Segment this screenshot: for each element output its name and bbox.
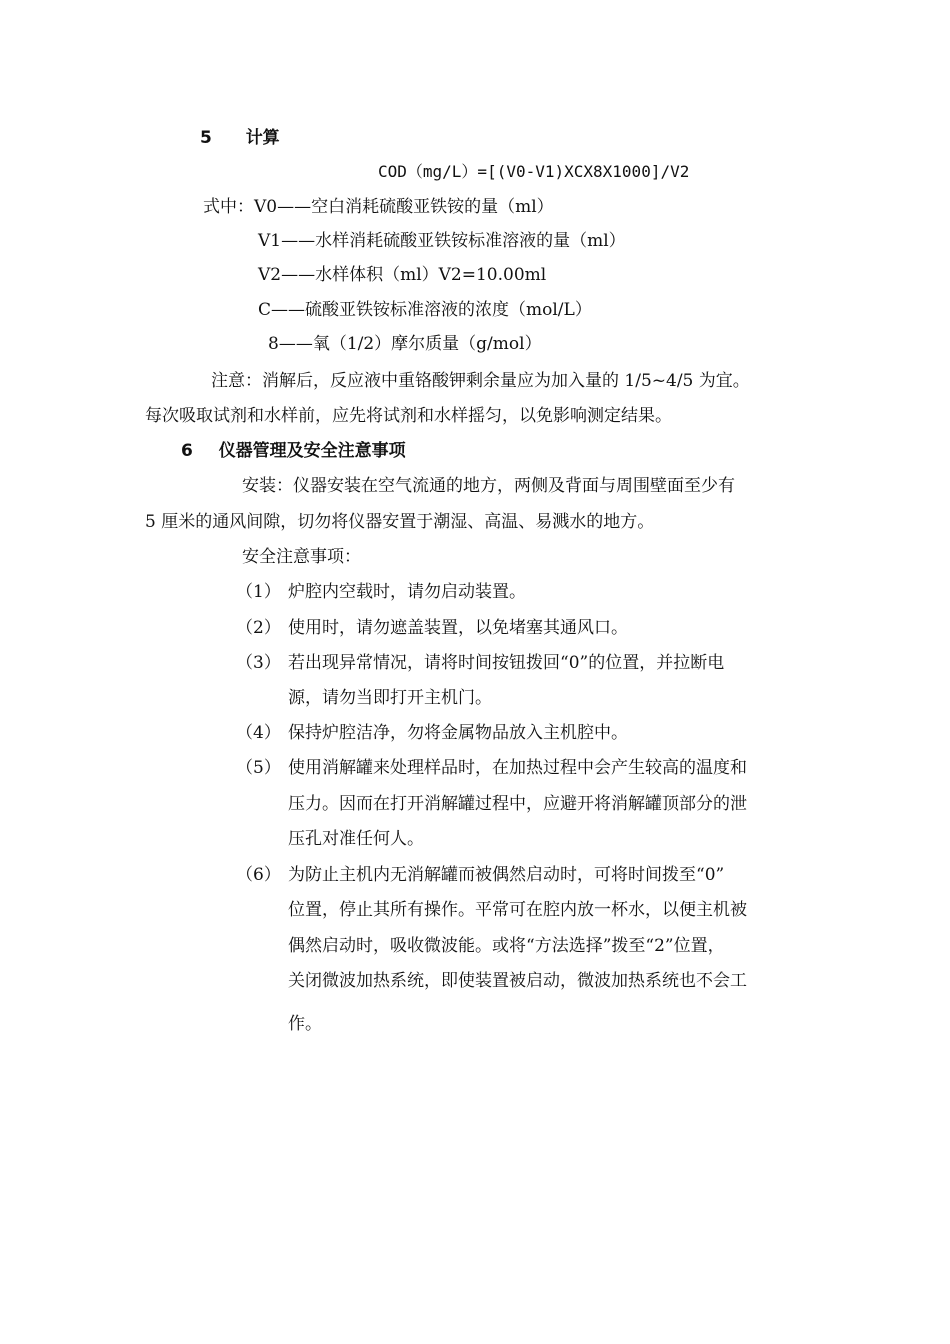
safety-item-6-number: （6） xyxy=(236,865,281,885)
safety-item-6-line-1: 为防止主机内无消解罐而被偶然启动时，可将时间拨至“0” xyxy=(288,865,725,885)
definition-c: C——硫酸亚铁铵标准溶液的浓度（mol/L） xyxy=(258,300,592,320)
safety-item-6-line-2: 位置，停止其所有操作。平常可在腔内放一杯水，以便主机被 xyxy=(288,900,747,920)
definition-v2: V2——水样体积（ml）V2=10.00ml xyxy=(258,265,547,285)
section-5-heading xyxy=(200,127,280,149)
section-6-number: 6 xyxy=(181,441,193,461)
install-line-1: 安装：仪器安装在空气流通的地方，两侧及背面与周围壁面至少有 xyxy=(242,476,735,496)
safety-item-3-number: （3） xyxy=(236,653,281,673)
safety-heading: 安全注意事项： xyxy=(242,547,361,567)
section-6-heading xyxy=(181,440,406,462)
safety-item-6-line-5: 作。 xyxy=(288,1014,322,1034)
safety-item-2-number: （2） xyxy=(236,618,281,638)
section-6-title: 仪器管理及安全注意事项 xyxy=(218,441,406,461)
install-line-2: 5 厘米的通风间隙，切勿将仪器安置于潮湿、高温、易溅水的地方。 xyxy=(145,512,655,532)
safety-item-6-line-4: 关闭微波加热系统，即使装置被启动，微波加热系统也不会工 xyxy=(288,971,747,991)
definition-v0: V0——空白消耗硫酸亚铁铵的量（ml） xyxy=(254,197,554,217)
note-line-2: 每次吸取试剂和水样前，应先将试剂和水样摇匀，以免影响测定结果。 xyxy=(145,406,672,426)
safety-item-4-line-1: 保持炉腔洁净，勿将金属物品放入主机腔中。 xyxy=(288,723,628,743)
definition-v1: V1——水样消耗硫酸亚铁铵标准溶液的量（ml） xyxy=(258,231,626,251)
safety-item-6-line-3: 偶然启动时，吸收微波能。或将“方法选择”拨至“2”位置， xyxy=(288,936,725,956)
safety-item-2-line-1: 使用时，请勿遮盖装置，以免堵塞其通风口。 xyxy=(288,618,628,638)
section-5-title: 计算 xyxy=(245,128,280,148)
definition-8: 8——氧（1/2）摩尔质量（g/mol） xyxy=(268,334,542,354)
where-label: 式中： xyxy=(203,197,254,217)
cod-formula: COD（mg/L）=[(V0-V1)XCX8X1000]/V2 xyxy=(378,162,690,181)
safety-item-1-number: （1） xyxy=(236,582,281,602)
safety-item-1-line-1: 炉腔内空载时，请勿启动装置。 xyxy=(288,582,526,602)
definition-row-v0 xyxy=(203,196,554,218)
safety-item-3-line-1: 若出现异常情况，请将时间按钮拨回“0”的位置，并拉断电 xyxy=(288,653,725,673)
section-5-number: 5 xyxy=(200,128,212,148)
safety-item-3-line-2: 源，请勿当即打开主机门。 xyxy=(288,688,492,708)
safety-item-5-line-3: 压孔对准任何人。 xyxy=(288,829,424,849)
safety-item-5-line-1: 使用消解罐来处理样品时，在加热过程中会产生较高的温度和 xyxy=(288,758,747,778)
safety-item-5-number: （5） xyxy=(236,758,281,778)
safety-item-5-line-2: 压力。因而在打开消解罐过程中，应避开将消解罐顶部分的泄 xyxy=(288,794,747,814)
note-line-1: 注意：消解后，反应液中重铬酸钾剩余量应为加入量的 1/5~4/5 为宜。 xyxy=(211,371,750,391)
safety-item-4-number: （4） xyxy=(236,723,281,743)
